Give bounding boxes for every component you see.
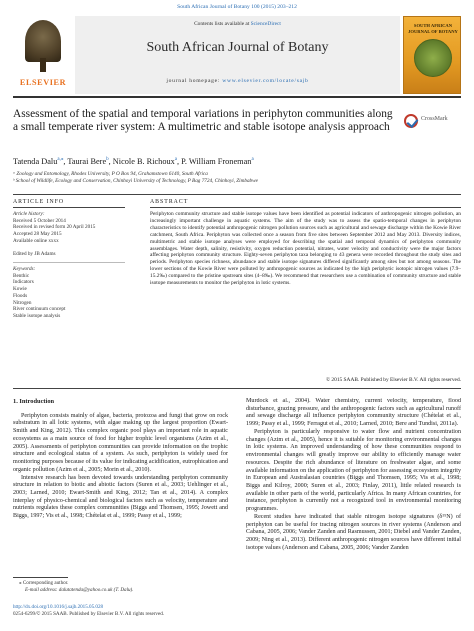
contents-prefix: Contents lists available at (194, 21, 251, 27)
masthead-center (75, 16, 400, 94)
homepage-prefix: journal homepage: (166, 78, 223, 84)
body-left-column (13, 398, 228, 543)
body-paragraph: Intensive research has been devoted towards understanding periphyton community structure in relation to biotic and abiotic factors (Suren et al., 2003; Uehlinger et al., 2003; Larned, 2010; Ewart-Smith and King, 2012; Tan et al., 2014). A complex interplay of physico-chemical and biological factors such as velocity, temperature and nutrients regulates these complex communities (Biggs and Thomsen, 1995; Jowett and Biggs, 1997; Vis et al., 1998; Chételat et al., 1999; Passy et al., 1999; (13, 474, 228, 520)
author-name[interactable]: Tatenda Dalu (13, 156, 58, 166)
keyword-item: Indicators (13, 279, 34, 286)
author-name[interactable]: , P. William Froneman (177, 156, 252, 166)
sciencedirect-link[interactable]: ScienceDirect (250, 21, 281, 27)
author-affil-mark[interactable]: b (106, 157, 109, 162)
footnote-divider (13, 577, 68, 578)
keywords-label: Keywords: (13, 266, 36, 272)
keyword-item: Floods (13, 292, 28, 299)
author-name[interactable]: , Nicole B. Richoux (108, 156, 175, 166)
article-title: Assessment of the spatial and temporal variations in periphyton communities along a small temperate river system: A multimetric and stable isotope analysis approach (13, 108, 393, 133)
affiliation-b: ᵇ School of Wildlife, Ecology and Conservation, Chinhoyi University of Technology, P Bag 7724, Chinhoyi, Zimbabwe (13, 178, 258, 184)
header-divider (13, 194, 461, 195)
keyword-item: Kowie (13, 286, 27, 293)
journal-title[interactable]: South African Journal of Botany (146, 40, 329, 55)
abstract-heading: ABSTRACT (150, 199, 189, 205)
abstract-text: Periphyton community structure and stable isotope values have been identified as potential indicators of anthropogenic nitrogen pollution, an increasingly important challenge in aquatic systems. The aim of the study was to assess the spatio-temporal changes in periphyton characteristics to identify potential anthropogenic nitrogen pollution sources such as agricultural and sewage discharge within the Kowie River catchment, South Africa. Periphyton was collected once a season from five sites between September 2012 and May 2013. Diversity indices, multimetric and stable isotope analyses were employed for describing the spatial and temporal dynamics of periphyton community assemblages. Water depth, salinity, resistivity, oxygen reduction potential, nitrates, water velocity and conductivity were the major factors affecting periphyton community structure. Eighty-seven periphyton taxa belonging to 43 genera were recorded throughout the study sites and periods. Periphyton species richness, abundance and stable isotope signatures differed significantly among sites but not among seasons. The lower sections of the Kowie River were polluted by anthropogenic sources as indicated by the high periphytic isotopic nitrogen values (7.9–15.2‰) compared to the pristine upstream sites (4–8‰). We recommend that researchers use a combination of community structure and stable isotope measurements to monitor the periphyton in lotic systems. (150, 211, 461, 287)
crossmark-icon (404, 114, 418, 128)
contents-line (75, 21, 400, 27)
footnote-block (13, 580, 233, 593)
keyword-item: River continuum concept (13, 306, 66, 313)
history-received: Received 5 October 2014 (13, 217, 66, 224)
elsevier-tree-icon (25, 20, 61, 62)
author-email[interactable]: E-mail address: dalutatenda@yahoo.co.uk (T. Dalu). (25, 586, 134, 593)
author-affil-mark[interactable]: a (251, 157, 254, 162)
history-online: Available online xxxx (13, 237, 59, 244)
abstract-bottom-divider (13, 388, 461, 389)
abstract-divider (150, 207, 461, 208)
elsevier-tree-trunk (40, 58, 46, 72)
journal-masthead (13, 16, 461, 98)
history-accepted: Accepted 28 May 2015 (13, 231, 62, 238)
affiliation-a: ᵃ Zoology and Entomology, Rhodes University, P O Box 94, Grahamstown 6140, South Africa (13, 171, 208, 177)
author-affil-mark[interactable]: a,⁎ (57, 157, 64, 162)
keyword-item: Nitrogen (13, 299, 32, 306)
history-revised: Received in revised form 20 April 2015 (13, 224, 96, 231)
body-paragraph: Murdock et al., 2004). Water chemistry, current velocity, temperature, flood disturbance, grazing pressure, and the anthropogenic factors such as agricultural runoff and sewage discharge all influence periphyton community structure (Chételat et al., 1999; Passy et al., 1999; Ferragut et al., 2010; Larned, 2010; Bere and Tundisi, 2011a). (246, 398, 461, 428)
article-info-heading: ARTICLE INFO (13, 199, 65, 205)
journal-homepage (75, 78, 400, 84)
publisher-name: ELSEVIER (19, 78, 67, 87)
keywords-divider (13, 262, 125, 263)
keyword-item: Stable isotope analysis (13, 312, 61, 319)
journal-cover[interactable] (403, 16, 461, 94)
doi-link[interactable]: http://dx.doi.org/10.1016/j.sajb.2015.05.028 (13, 604, 104, 610)
crossmark-label: CrossMark (421, 116, 448, 122)
section-heading: 1. Introduction (13, 398, 55, 405)
body-paragraph: Periphyton is particularly responsive to water flow and nutrient concentration changes (Azim et al., 2005), hence it is suitable for monitoring environmental changes in lotic systems. An improved understanding of how these communities respond to environmental changes will greatly improve our ability to efficiently manage water resources. Despite the rich abundance of literature on freshwater algae, and some available information on the application of periphyton for assessing ecosystem integrity in European and Australasian countries (Biggs and Thomsen, 1995; Vis et al., 1998; Biggs and Kilroy, 2000; Suren et al., 2003; Finlay, 2011), little related research is available in other parts of the world, particularly Africa. In many African countries, for instance, periphyton is currently not a recognized tool in environmental monitoring programmes. (246, 429, 461, 513)
homepage-link[interactable]: www.elsevier.com/locate/sajb (222, 78, 309, 84)
body-right-column (246, 398, 461, 598)
corresponding-note: ⁎ Corresponding author. (19, 580, 69, 586)
body-paragraph: Periphyton consists mainly of algae, bacteria, protozoa and fungi that grow on rock substratum in all lotic systems, with algae making up the largest proportion (Ewart-Smith and King, 2012). This complex organic pool plays an important role in aquatic ecosystems as a main source of food for higher trophic level organisms (Azim et al., 2005). Assessments of periphyton communities can provide information on the trophic structure and ecological status of a system. As such, periphyton is widely used for monitoring purposes because of its value for indicating acidification, eutrophication and organic pollution (Azim et al., 2005; Morin et al., 2010). (13, 412, 228, 473)
cover-title: SOUTH AFRICAN JOURNAL OF BOTANY (408, 23, 458, 34)
author-affil-mark[interactable]: a (174, 157, 178, 162)
body-paragraph: Recent studies have indicated that stable nitrogen isotope signatures (δ¹⁵N) of periphyton can be useful for tracing nitrogen sources in river systems (Anderson and Cabana, 2005, 2006; Vander Zanden and Rasmussen, 2001; Diebel and Vander Zanden, 2009; Ning et al., 2013). Different anthropogenic nitrogen sources have different initial isotope values (Anderson and Cabana, 2005, 2006; Vander Zanden (246, 513, 461, 551)
edited-by: Edited by JB Adams (13, 250, 56, 257)
doi-block (13, 604, 313, 617)
elsevier-logo[interactable] (13, 16, 73, 94)
author-name[interactable]: , Taurai Bere (63, 156, 107, 166)
keywords-block (13, 266, 123, 320)
info-divider (13, 207, 125, 208)
abstract-copyright: © 2015 SAAB. Published by Elsevier B.V. All rights reserved. (325, 377, 461, 383)
crossmark-badge[interactable] (404, 114, 462, 132)
article-history (13, 211, 123, 257)
issn-line: 0254-6299/© 2015 SAAB. Published by Elsevier B.V. All rights reserved. (13, 610, 165, 617)
author-list (13, 156, 453, 166)
keyword-item: Benthic (13, 272, 30, 279)
cover-flower-icon (414, 39, 452, 77)
history-label: Article history: (13, 211, 45, 217)
running-head[interactable]: South African Journal of Botany 100 (2015) 203–212 (177, 4, 297, 10)
